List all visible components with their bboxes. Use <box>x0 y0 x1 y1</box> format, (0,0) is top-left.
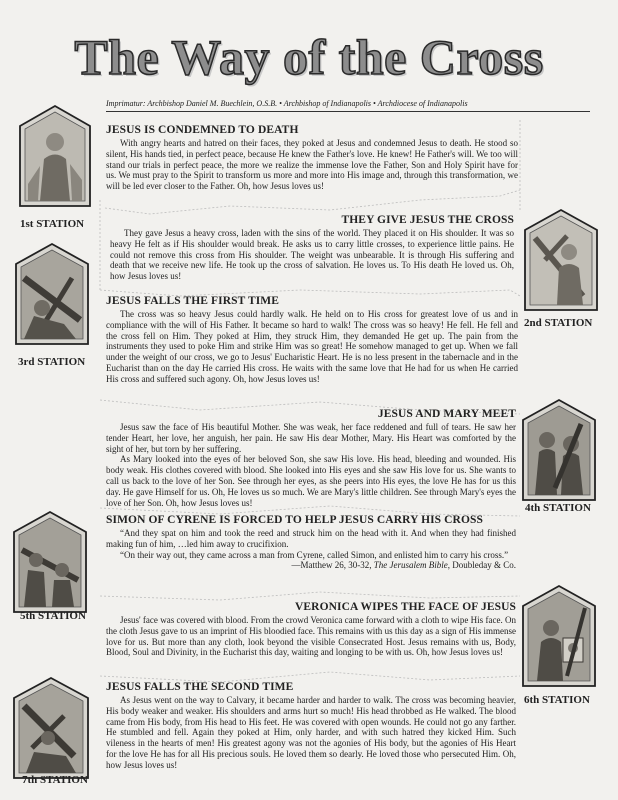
station-1-label: 1st STATION <box>20 218 85 230</box>
section-heading: THEY GIVE JESUS THE CROSS <box>341 214 514 226</box>
section-text: Jesus' face was covered with blood. From the crowd Veronica came forward with a cloth to wipe His face. On the cloth Jesus gave to us an imprint of His bloodied face. This remains with us this day as a sign of His immense love for us. But more than any cloth, look beyond the visible Consecrated Host. Jesus remains with us, Body, Blood, Soul and Divinity, in the Eucharist this day, waiting and longing to be with us. Oh, how Jesus loves us! <box>106 615 516 658</box>
station-6-label: 6th STATION <box>524 694 590 706</box>
section-text-2: “On their way out, they came across a man from Cyrene, called Simon, and enlisted him to carry his cross.” <box>120 549 509 560</box>
station-6-image <box>521 584 597 688</box>
station-7-image <box>12 676 90 780</box>
section-heading: VERONICA WIPES THE FACE OF JESUS <box>294 601 516 613</box>
station-2-image <box>523 208 599 312</box>
section-station-7 <box>106 681 516 771</box>
scripture-citation <box>106 560 516 571</box>
section-station-4 <box>106 408 516 508</box>
section-text-2: As Mary looked into the eyes of her beloved Son, she saw His love. His head, bleeding and wounded. His body weak. His clothes covered with blood. She looked into His eyes and she saw His love for us. She wants to call us back to the love of her Son. See through her eyes, as she peers into His eyes, the love He has for us this day. He gave Himself for us. Oh, He loves us so much. We are Mary's little children. See through Mary's eyes the love of her Son. Oh, how Jesus loves us! <box>106 454 516 508</box>
citation-book: The Jerusalem Bible <box>373 560 448 571</box>
imprimatur-line: Imprimatur: Archbishop Daniel M. Buechlein, O.S.B. • Archbishop of Indianapolis • Archdiocese of Indianapolis <box>106 99 590 112</box>
citation-suffix: , Doubleday & Co. <box>447 560 516 571</box>
station-1-image <box>18 104 92 208</box>
station-5-label: 5th STATION <box>20 610 86 622</box>
section-text: The cross was so heavy Jesus could hardly walk. He held on to His cross for greatest love of us and in compliance with the will of His Father. It became so hard to walk! The cross was so heavy! He fell. He fell and the cross fell on Him. They poked at Him, they struck Him, they demanded He get up. The pain from the instruments they used to poke Him and strike Him was so great! He somehow managed to get up. When we fall under the weight of our cross, we go to Jesus' Eucharistic Heart. He is no less present in the tabernacle and in the Eucharist than on the day He carried His cross. He waits with the same love that He had for us when He carried His cross and suffered such agony. Oh, how Jesus loves us! <box>106 309 518 384</box>
section-heading: SIMON OF CYRENE IS FORCED TO HELP JESUS CARRY HIS CROSS <box>106 514 484 526</box>
station-2-label: 2nd STATION <box>524 317 593 329</box>
station-4-label: 4th STATION <box>525 502 591 514</box>
page-title: The Way of the Cross <box>74 29 544 85</box>
section-station-5 <box>106 514 516 571</box>
section-heading: JESUS AND MARY MEET <box>377 408 516 420</box>
section-station-3 <box>106 295 518 385</box>
section-text: With angry hearts and hatred on their faces, they poked at Jesus and condemned Jesus to death. He stood so silent, His hands tied, in perfect peace, because He knew the Father's love. He knew! He Father's will. We too will stand our trials in perfect peace, the more we realize the immense love the Father, Son and Holy Spirit have for us. We must pray to the Spirit to transform us more and more into His image and, through this transformation, we will be led ever closer to the Father. Oh, how Jesus loves us! <box>106 138 518 192</box>
section-text: “And they spat on him and took the reed and struck him on the head with it. And when they had finished making fun of him, …led him away to crucifixion. <box>106 528 516 549</box>
section-heading: JESUS FALLS THE FIRST TIME <box>106 295 280 307</box>
station-3-label: 3rd STATION <box>18 356 86 368</box>
station-5-image <box>12 510 88 614</box>
station-7-label: 7th STATION <box>22 774 88 786</box>
section-heading: JESUS FALLS THE SECOND TIME <box>106 681 294 693</box>
section-station-2 <box>110 214 514 282</box>
section-station-1 <box>106 124 518 192</box>
section-station-6 <box>106 601 516 658</box>
section-text: Jesus saw the face of His beautiful Mother. She was weak, her face reddened and full of tears. He saw her tender Heart, her love, her anguish, her pain. He saw His dear Mother, Mary. His Heart was comforted by the sight of her, but torn by her suffering. <box>106 422 516 454</box>
station-4-image <box>521 398 597 502</box>
section-text: They gave Jesus a heavy cross, laden with the sins of the world. They placed it on His shoulder. It was so heavy He felt as if His shoulder would break. He asks us to carry little crosses, to experience little pains. He could not remove this cross from His shoulder. The weight was unbearable. It is through His suffering and death that we receive new life. He took up the cross of salvation. He loves us. To His death He loved us. Oh, how Jesus loves us! <box>110 228 514 282</box>
station-3-image <box>14 242 90 346</box>
section-text: As Jesus went on the way to Calvary, it became harder and harder to walk. The cross was becoming heavier, His body weaker and weaker. His shoulders and arms hurt so much! His head throbbed as He walked. The blood came from His body, from His head to His feet. He was covered with open wounds. He could not go any farther. He stumbled and fell. Again they poked at Him, only harder, and with such hatred they kicked Him. Such vileness in the hearts of men! His greatest agony was not the agonies of His body, but the agonies of His Heart for the love He has for all His precious souls. He loved them so dearly. He loved those who persecuted Him. Oh, how Jesus loves us! <box>106 695 516 770</box>
citation-prefix: —Matthew 26, 30-32, <box>291 560 374 571</box>
section-heading: JESUS IS CONDEMNED TO DEATH <box>106 124 299 136</box>
